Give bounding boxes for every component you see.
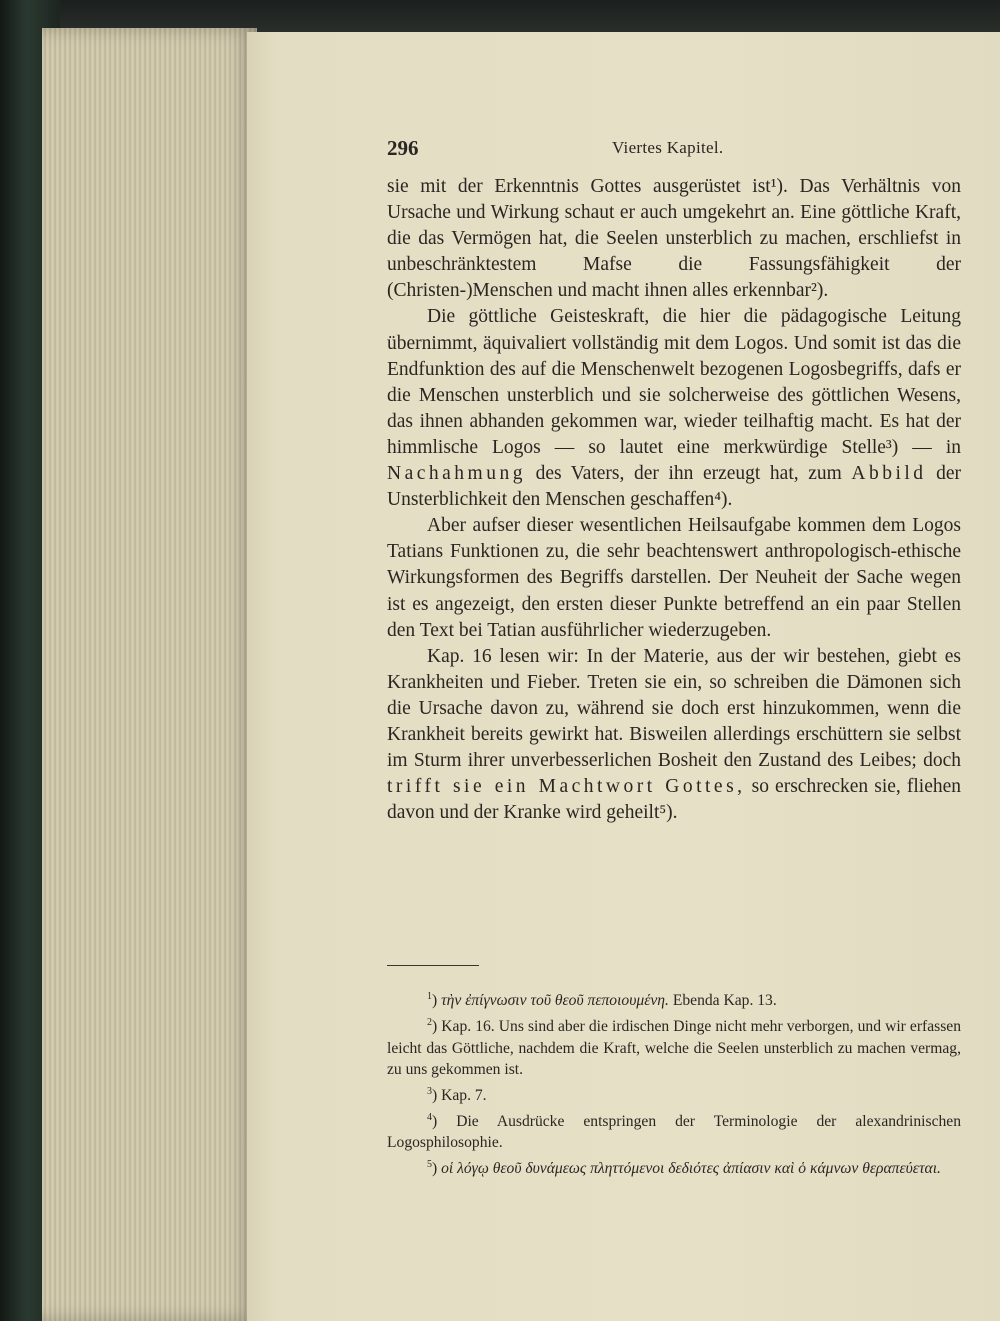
footnote-greek: οἱ λόγῳ θεοῦ δυνάμεως πληττόμενοι δεδιότες ἀπίασιν καὶ ὁ κάμνων θεραπεύεται. — [441, 1160, 941, 1178]
paragraph-2-part-b: des Vaters, der ihn erzeugt hat, zum — [535, 463, 842, 485]
running-head: Viertes Kapitel. — [612, 138, 724, 157]
footnote-greek: τὴν ἐπίγνωσιν τοῦ θεοῦ πεποιουμένη. — [441, 992, 669, 1010]
spaced-emphasis-nachahmung: Nachahmung — [387, 463, 526, 485]
footnote-1: $^1$) τὴν ἐπίγνωσιν τοῦ θεοῦ πεποιουμένη. Ebenda Kap. 13. — [427, 991, 777, 1010]
page-number: 296 — [387, 136, 419, 160]
footnote-text: Kap. 16. Uns sind aber die irdischen Dinge nicht mehr verborgen, und wir erfassen leicht das Göttliche, nachdem die Kraft, welche die Seelen unsterblich zu machen vermag, zu uns gekommen ist. — [387, 1017, 962, 1079]
paragraph-4-part-a: Kap. 16 lesen wir: In der Materie, aus der wir bestehen, giebt es Krankheiten und Fieber. Treten sie ein, so schreiben die Dämonen sich die Ursache davon zu, während sie doch erst hinzukommen, wenn die Krankheit bereits gewirkt hat. Bisweilen allerdings erschüttern sie selbst im Sturm ihrer unverbesserlichen Bosheit den Zustand des Leibes; doch — [387, 645, 961, 772]
footnote-4: $^4$) Die Ausdrücke entspringen der Terminologie der alexandrinischen Logosphilosophie. — [387, 1111, 962, 1152]
book-page — [247, 32, 1000, 1321]
spaced-emphasis-abbild: Abbild — [851, 463, 927, 485]
paragraph-4-part-b: so erschrecken sie, fliehen davon und der Kranke wird geheilt⁵). — [387, 776, 962, 824]
paragraph-2-part-c: der Unsterblichkeit den Menschen geschaffen⁴). — [387, 463, 962, 511]
footnote-marker: 3 — [427, 1085, 432, 1097]
paragraph-2-part-a: Die göttliche Geisteskraft, die hier die pädagogische Leitung übernimmt, äquivaliert vollständig mit dem Logos. Und somit ist das die Endfunktion des auf die Menschenwelt bezogenen Logosbegriffs, dafs er die Menschen unsterblich und sie solcherweise des göttlichen Wesens, das ihnen abhanden gekommen war, wieder teilhaftig macht. Es hat der himmlische Logos — so lautet eine merkwürdige Stelle³) — in — [387, 306, 961, 458]
footnote-divider — [387, 965, 479, 966]
footnote-marker: 1 — [427, 991, 432, 1002]
paragraph-3: Aber aufser dieser wesentlichen Heilsaufgabe kommen dem Logos Tatians Funktionen zu, die sehr beachtenswert anthropologisch-ethische Wirkungsformen des Begriffs darstellen. Der Neuheit der Sache wegen ist es angezeigt, den ersten dieser Punkte betreffend an ein paar Stellen den Text bei Tatian ausführlicher wiederzugeben. — [387, 515, 961, 641]
spaced-emphasis-machtwort: trifft sie ein Machtwort Gottes, — [387, 776, 746, 798]
footnote-5: $^5$) οἱ λόγῳ θεοῦ δυνάμεως πληττόμενοι δεδιότες ἀπίασιν καὶ ὁ κάμνων θεραπεύεται. — [427, 1158, 941, 1178]
footnote-text: Ebenda Kap. 13. — [668, 992, 777, 1010]
paragraph-2 — [387, 304, 961, 513]
footnote-marker: 4 — [427, 1111, 432, 1123]
page-stack-edges — [42, 28, 257, 1321]
footnote-marker: 5 — [427, 1158, 432, 1170]
main-text — [387, 174, 961, 826]
footnote-2: $^2$) Kap. 16. Uns sind aber die irdischen Dinge nicht mehr verborgen, und wir erfassen leicht das Göttliche, nachdem die Kraft, welche die Seelen unsterblich zu machen vermag, zu uns gekommen ist. — [387, 1016, 962, 1079]
footnote-text: Kap. 7. — [441, 1086, 487, 1104]
footnote-marker: 2 — [427, 1016, 432, 1028]
paragraph-4 — [387, 644, 961, 827]
page-header — [387, 136, 961, 166]
paragraph-1: sie mit der Erkenntnis Gottes ausgerüstet ist¹). Das Verhältnis von Ursache und Wirkung schaut er auch umgekehrt an. Eine göttliche Kraft, die das Vermögen hat, die Seelen unsterblich zu machen, erschliefst in unbeschränktestem Mafse die Fassungsfähigkeit der (Christen-)Menschen und macht ihnen alles erkennbar²). — [387, 176, 961, 302]
footnote-3: $^3$) Kap. 7. — [427, 1085, 487, 1104]
footnote-text: Die Ausdrücke entspringen der Terminologie der alexandrinischen Logosphilosophie. — [387, 1112, 962, 1152]
footnotes — [387, 986, 961, 1180]
